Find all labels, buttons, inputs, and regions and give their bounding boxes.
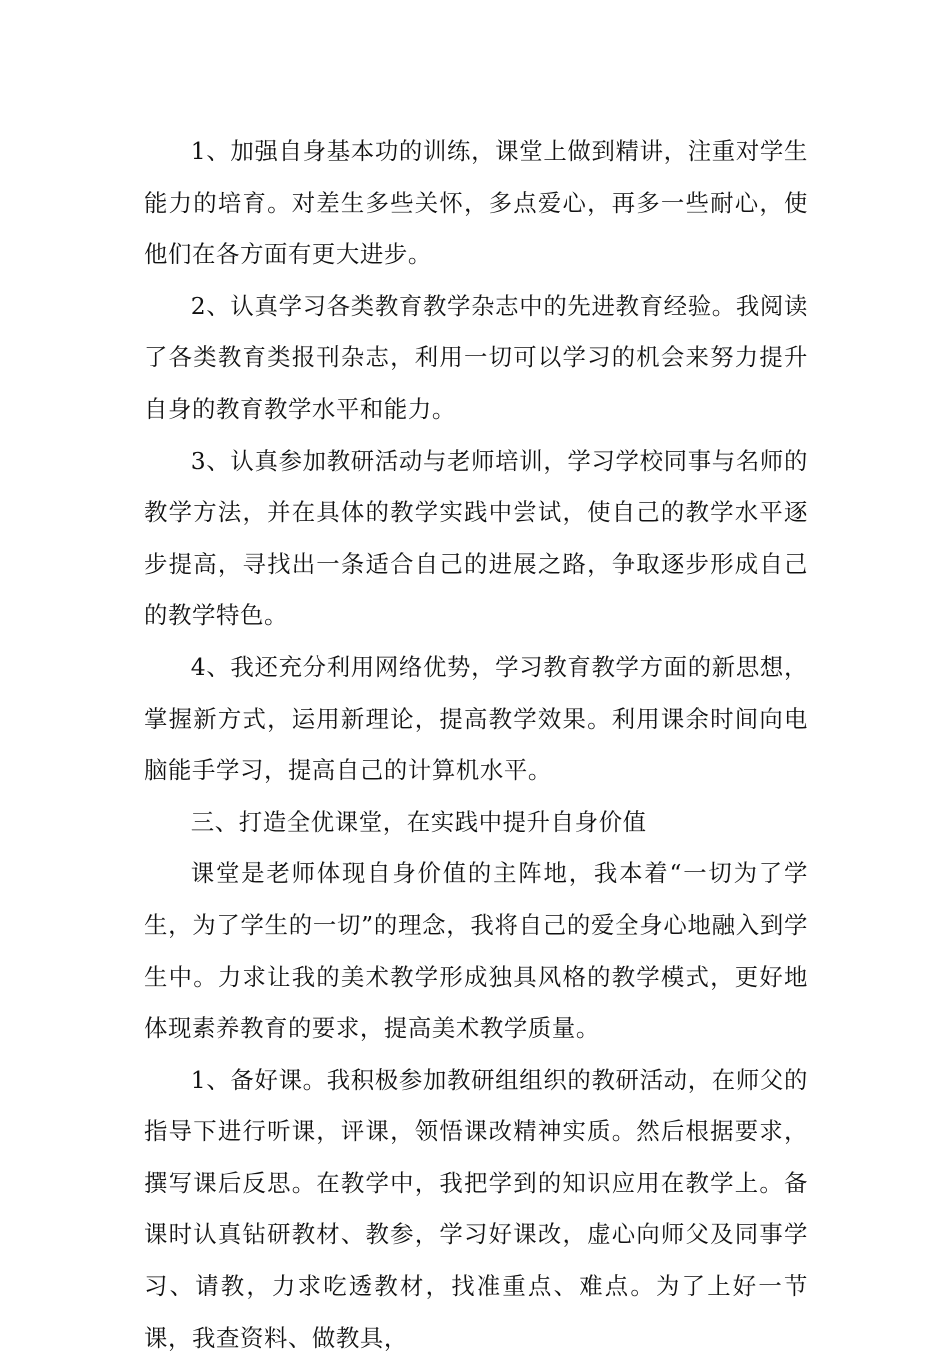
section-heading: 三、打造全优课堂，在实践中提升自身价值 xyxy=(190,807,647,836)
paragraph-study-journals: 2、认真学习各类教育教学杂志中的先进教育经验。我阅读了各类教育类报刊杂志，利用一切可以学习的机会来努力提升自身的教育教学水平和能力。 xyxy=(144,291,808,423)
paragraph-teacher-training: 3、认真参加教研活动与老师培训，学习学校同事与名师的教学方法，并在具体的教学实践中尝试，使自己的教学水平逐步提高，寻找出一条适合自己的进展之路，争取逐步形成自己的教学特色。 xyxy=(144,446,808,630)
paragraph-classroom-value: 课堂是老师体现自身价值的主阵地，我本着“一切为了学生，为了学生的一切”的理念，我将自己的爱全身心地融入到学生中。力求让我的美术教学形成独具风格的教学模式，更好地体现素养教育的要求，提高美术教学质量。 xyxy=(144,859,808,1043)
paragraph-lesson-prep: 1、备好课。我积极参加教研组组织的教研活动，在师父的指导下进行听课，评课，领悟课改精神实质。然后根据要求，撰写课后反思。在教学中，我把学到的知识应用在教学上。备课时认真钻研教材、教参，学习好课改，虚心向师父及同事学习、请教，力求吃透教材，找准重点、难点。为了上好一节课，我查资料、做教具， xyxy=(144,1065,808,1352)
paragraph-skill-training: 1、加强自身基本功的训练，课堂上做到精讲，注重对学生能力的培育。对差生多些关怀，多点爱心，再多一些耐心，使他们在各方面有更大进步。 xyxy=(144,137,808,269)
document-body xyxy=(144,126,808,1364)
paragraph-network-learning: 4、我还充分利用网络优势，学习教育教学方面的新思想，掌握新方式，运用新理论，提高教学效果。利用课余时间向电脑能手学习，提高自己的计算机水平。 xyxy=(144,652,808,785)
